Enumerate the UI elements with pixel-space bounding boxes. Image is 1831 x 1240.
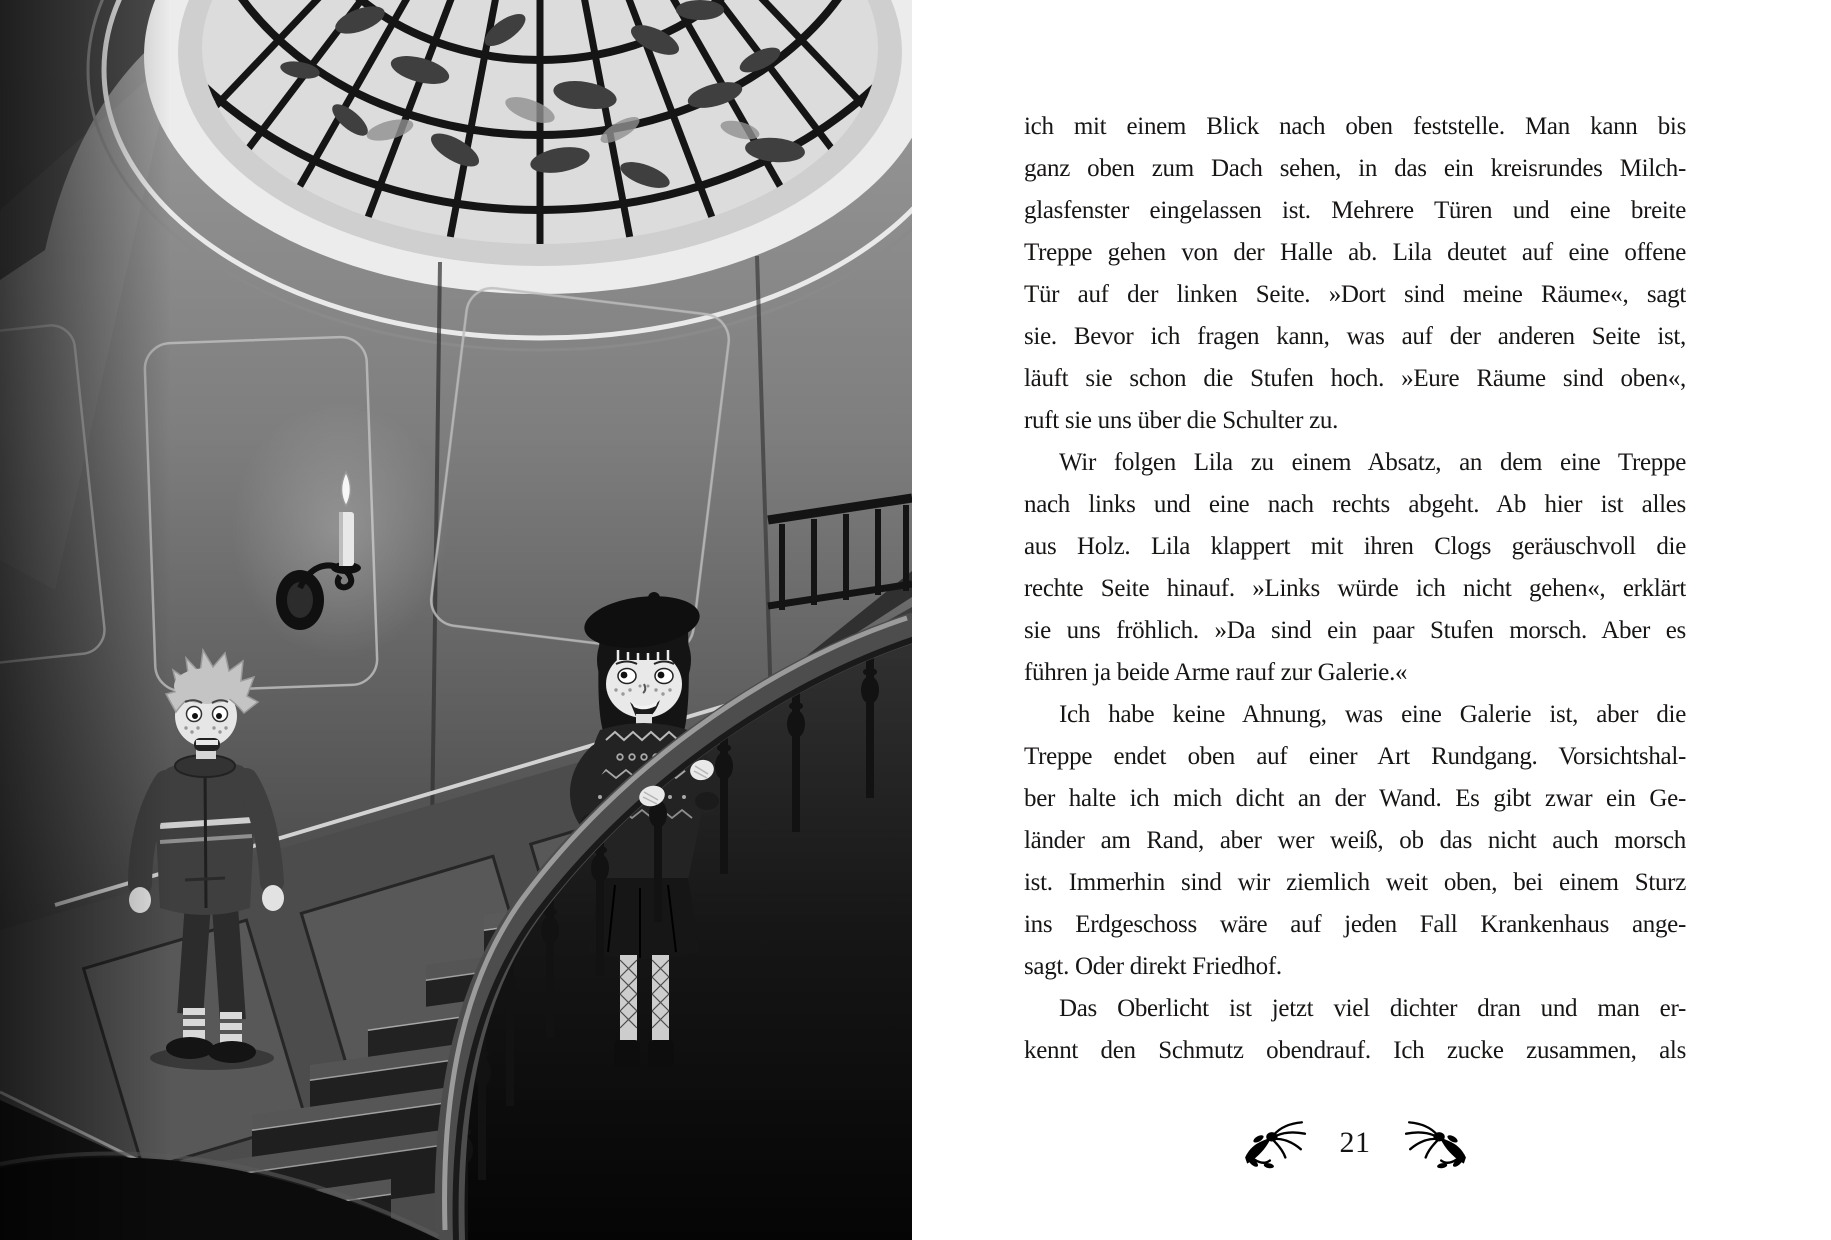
text-line: ber halte ich mich dicht an der Wand. Es gibt zwar ein Ge- [1024, 785, 1686, 812]
text-line: aus Holz. Lila klappert mit ihren Clogs geräuschvoll die [1024, 533, 1686, 560]
text-page [912, 0, 1831, 1240]
staircase-hall-illustration [0, 0, 912, 1240]
text-line: Das Oberlicht ist jetzt viel dichter dran und man er- [1059, 995, 1686, 1022]
text-line: sie. Bevor ich fragen kann, was auf der anderen Seite ist, [1024, 323, 1686, 350]
text-line: länder am Rand, aber wer weiß, ob das nicht auch morsch [1024, 827, 1686, 854]
page-footer [1024, 1108, 1686, 1178]
text-line: Wir folgen Lila zu einem Absatz, an dem eine Treppe [1059, 449, 1686, 476]
text-line: Ich habe keine Ahnung, was eine Galerie ist, aber die [1059, 701, 1686, 728]
text-line: Tür auf der linken Seite. »Dort sind meine Räume«, sagt [1024, 281, 1686, 308]
text-line: Treppe endet oben auf einer Art Rundgang. Vorsichtshal- [1024, 743, 1686, 770]
girl-skirt [588, 878, 700, 959]
text-line: führen ja beide Arme rauf zur Galerie.« [1024, 659, 1408, 686]
text-line: kennt den Schmutz obendrauf. Ich zucke zusammen, als [1024, 1037, 1686, 1064]
lizard-flourish-right-icon [1403, 1115, 1469, 1171]
text-line: Treppe gehen von der Halle ab. Lila deutet auf eine offene [1024, 239, 1686, 266]
text-line: ganz oben zum Dach sehen, in das ein kreisrundes Milch- [1024, 155, 1686, 182]
text-line: ist. Immerhin sind wir ziemlich weit oben, bei einem Sturz [1024, 869, 1686, 896]
text-line: ich mit einem Blick nach oben feststelle. Man kann bis [1024, 113, 1686, 140]
text-line: läuft sie schon die Stufen hoch. »Eure Räume sind oben«, [1024, 365, 1686, 392]
text-line: ruft sie uns über die Schulter zu. [1024, 407, 1339, 434]
text-line: ins Erdgeschoss wäre auf jeden Fall Krankenhaus ange- [1024, 911, 1686, 938]
text-line: nach links und eine nach rechts abgeht. Ab hier ist alles [1024, 491, 1686, 518]
body-text [1024, 106, 1686, 1072]
text-line: sie uns fröhlich. »Da sind ein paar Stufen morsch. Aber es [1024, 617, 1686, 644]
text-line: rechte Seite hinauf. »Links würde ich nicht gehen«, erklärt [1024, 575, 1686, 602]
page-number: 21 [1339, 1126, 1371, 1159]
text-line: sagt. Oder direkt Friedhof. [1024, 953, 1282, 980]
illustration [0, 0, 912, 1240]
wall-sconce [230, 400, 450, 660]
text-line: glasfenster eingelassen ist. Mehrere Türen und eine breite [1024, 197, 1686, 224]
lizard-flourish-left-icon [1242, 1115, 1308, 1171]
